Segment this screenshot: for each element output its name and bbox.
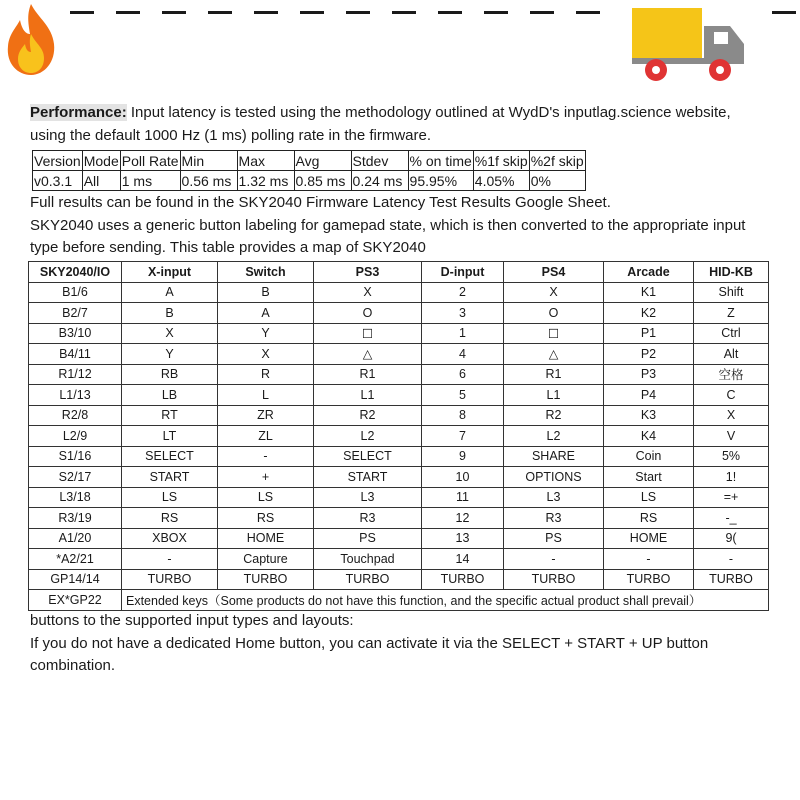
mapping-header-cell: D-input [422, 262, 504, 283]
latency-header-cell: Stdev [351, 151, 408, 171]
mapping-cell: *A2/21 [29, 549, 122, 570]
mapping-cell: RT [122, 405, 218, 426]
dashed-divider [70, 11, 94, 14]
mapping-cell: Coin [604, 446, 694, 467]
mapping-cell: =+ [694, 487, 769, 508]
mapping-row [29, 405, 769, 426]
mapping-cell: RS [604, 508, 694, 529]
mapping-cell: ☐ [504, 323, 604, 344]
dashed-divider [116, 11, 140, 14]
mapping-header-cell: SKY2040/IO [29, 262, 122, 283]
mapping-cell: RS [218, 508, 314, 529]
mapping-cell: RB [122, 364, 218, 385]
mapping-cell: L [218, 385, 314, 406]
mapping-cell: - [122, 549, 218, 570]
latency-cell: 0.85 ms [294, 171, 351, 191]
mapping-cell: B1/6 [29, 282, 122, 303]
mapping-cell: - [218, 446, 314, 467]
mapping-cell: 8 [422, 405, 504, 426]
latency-cell: 0.24 ms [351, 171, 408, 191]
flame-icon [0, 0, 62, 78]
mapping-cell: R3 [504, 508, 604, 529]
mapping-cell: ZR [218, 405, 314, 426]
dashed-divider [484, 11, 508, 14]
dashed-divider [438, 11, 462, 14]
dashed-divider [346, 11, 370, 14]
mapping-cell: 14 [422, 549, 504, 570]
mapping-cell: 1! [694, 467, 769, 488]
mapping-cell: K2 [604, 303, 694, 324]
mapping-cell: 12 [422, 508, 504, 529]
performance-line-1: Input latency is tested using the methodology outlined at WydD's inputlag.science website, [130, 104, 731, 121]
mapping-cell: RS [122, 508, 218, 529]
mapping-cell: △ [314, 344, 422, 365]
mapping-cell: X [122, 323, 218, 344]
mapping-cell: 9 [422, 446, 504, 467]
mapping-cell: Start [604, 467, 694, 488]
mapping-row [29, 549, 769, 570]
mapping-cell: HOME [218, 528, 314, 549]
mapping-cell: K3 [604, 405, 694, 426]
mapping-cell: X [314, 282, 422, 303]
mapping-cell: TURBO [504, 569, 604, 590]
mapping-cell: R2/8 [29, 405, 122, 426]
mapping-cell: L3 [504, 487, 604, 508]
dashed-divider [162, 11, 186, 14]
mapping-cell: ZL [218, 426, 314, 447]
mapping-cell: A [122, 282, 218, 303]
results-note: Full results can be found in the SKY2040 Firmware Latency Test Results Google Sheet. [30, 194, 611, 211]
mapping-cell: L1 [504, 385, 604, 406]
mapping-cell: L2/9 [29, 426, 122, 447]
mapping-cell: Y [122, 344, 218, 365]
mapping-cell: A1/20 [29, 528, 122, 549]
mapping-cell: B4/11 [29, 344, 122, 365]
mapping-cell: R1 [504, 364, 604, 385]
mapping-cell: - [504, 549, 604, 570]
performance-paragraph [30, 103, 731, 123]
mapping-cell: LS [122, 487, 218, 508]
mapping-cell: TURBO [218, 569, 314, 590]
latency-header-cell: %1f skip [474, 152, 528, 169]
mapping-table-body [29, 282, 769, 590]
mapping-cell: R3/19 [29, 508, 122, 529]
mapping-cell: START [314, 467, 422, 488]
latency-cell: All [82, 171, 120, 191]
mapping-cell: 6 [422, 364, 504, 385]
dashed-divider [772, 11, 796, 14]
mapping-cell: SHARE [504, 446, 604, 467]
extended-io-cell: EX*GP22 [29, 590, 122, 611]
latency-header-cell: % on time [409, 152, 472, 169]
latency-table-row [33, 171, 586, 191]
latency-cell: v0.3.1 [33, 171, 83, 191]
mapping-cell: SELECT [314, 446, 422, 467]
mapping-cell: GP14/14 [29, 569, 122, 590]
mapping-cell: X [218, 344, 314, 365]
mapping-cell: TURBO [314, 569, 422, 590]
dashed-divider [576, 11, 600, 14]
mapping-cell: S2/17 [29, 467, 122, 488]
mapping-cell: 2 [422, 282, 504, 303]
latency-cell: 95.95% [408, 171, 473, 191]
mapping-cell: TURBO [122, 569, 218, 590]
mapping-cell: 空格 [694, 364, 769, 385]
mapping-cell: 4 [422, 344, 504, 365]
mapping-cell: △ [504, 344, 604, 365]
mapping-cell: V [694, 426, 769, 447]
mapping-cell: LT [122, 426, 218, 447]
mapping-row [29, 446, 769, 467]
mapping-cell: XBOX [122, 528, 218, 549]
latency-cell: 0% [529, 171, 585, 191]
mapping-cell: P2 [604, 344, 694, 365]
mapping-cell: R2 [504, 405, 604, 426]
mapping-cell: 13 [422, 528, 504, 549]
footer-line-2: If you do not have a dedicated Home button, you can activate it via the SELECT + START + UP button [30, 635, 709, 652]
mapping-cell: Z [694, 303, 769, 324]
mapping-cell: L1 [314, 385, 422, 406]
mapping-cell: - [694, 549, 769, 570]
dashed-divider [392, 11, 416, 14]
mapping-cell: R3 [314, 508, 422, 529]
mapping-cell: B2/7 [29, 303, 122, 324]
mapping-cell: START [122, 467, 218, 488]
mapping-row [29, 467, 769, 488]
mapping-row [29, 487, 769, 508]
mapping-header-cell: HID-KB [694, 262, 769, 283]
mapping-header-cell: Arcade [604, 262, 694, 283]
mapping-cell: TURBO [422, 569, 504, 590]
latency-cell: 1 ms [120, 171, 180, 191]
mapping-cell: X [694, 405, 769, 426]
mapping-cell: Alt [694, 344, 769, 365]
mapping-cell: 5% [694, 446, 769, 467]
mapping-cell: OPTIONS [504, 467, 604, 488]
mapping-header-cell: PS3 [314, 262, 422, 283]
latency-header-cell: Poll Rate [121, 152, 179, 169]
labeling-paragraph-1: SKY2040 uses a generic button labeling for gamepad state, which is then converted to the appropriate input [30, 217, 746, 234]
mapping-cell: -_ [694, 508, 769, 529]
extended-keys-note: Extended keys（Some products do not have this function, and the specific actual product shall prevail） [122, 590, 769, 611]
mapping-cell: + [218, 467, 314, 488]
mapping-cell: R1 [314, 364, 422, 385]
mapping-cell: K1 [604, 282, 694, 303]
mapping-cell: 1 [422, 323, 504, 344]
mapping-cell: 9( [694, 528, 769, 549]
mapping-cell: SELECT [122, 446, 218, 467]
mapping-cell: L3/18 [29, 487, 122, 508]
mapping-cell: PS [314, 528, 422, 549]
mapping-cell: - [604, 549, 694, 570]
mapping-cell: TURBO [604, 569, 694, 590]
latency-header-cell: Avg [294, 151, 351, 171]
mapping-row [29, 508, 769, 529]
mapping-cell: 11 [422, 487, 504, 508]
mapping-cell: R2 [314, 405, 422, 426]
mapping-cell: 3 [422, 303, 504, 324]
mapping-cell: B [218, 282, 314, 303]
mapping-cell: A [218, 303, 314, 324]
mapping-cell: ☐ [314, 323, 422, 344]
mapping-cell: LS [604, 487, 694, 508]
mapping-cell: Touchpad [314, 549, 422, 570]
dashed-divider [254, 11, 278, 14]
latency-cell: 1.32 ms [237, 171, 294, 191]
mapping-header-row [29, 262, 769, 283]
footer-line-3: combination. [30, 657, 116, 674]
mapping-cell: L2 [314, 426, 422, 447]
mapping-cell: 7 [422, 426, 504, 447]
latency-header-cell: Min [180, 151, 237, 171]
latency-header-cell: Max [237, 151, 294, 171]
mapping-cell: P3 [604, 364, 694, 385]
delivery-truck-icon [630, 6, 754, 88]
footer-line-1: buttons to the supported input types and layouts: [30, 612, 354, 629]
mapping-cell: O [504, 303, 604, 324]
mapping-row [29, 364, 769, 385]
extended-keys-row [29, 590, 769, 611]
latency-cell: 0.56 ms [180, 171, 237, 191]
mapping-header-cell: X-input [122, 262, 218, 283]
mapping-cell: LS [218, 487, 314, 508]
mapping-header-cell: Switch [218, 262, 314, 283]
mapping-row [29, 282, 769, 303]
mapping-row [29, 569, 769, 590]
latency-cell: 4.05% [473, 171, 529, 191]
button-mapping-table [28, 261, 769, 611]
mapping-row [29, 385, 769, 406]
dashed-divider [530, 11, 554, 14]
mapping-cell: Y [218, 323, 314, 344]
dashed-divider [300, 11, 324, 14]
latency-table [32, 150, 586, 191]
mapping-cell: P1 [604, 323, 694, 344]
mapping-cell: S1/16 [29, 446, 122, 467]
mapping-cell: Shift [694, 282, 769, 303]
mapping-cell: Capture [218, 549, 314, 570]
latency-table-header-row [33, 151, 586, 171]
latency-header-cell: %2f skip [530, 152, 584, 169]
mapping-cell: O [314, 303, 422, 324]
latency-header-cell: Version [34, 152, 81, 169]
mapping-cell: HOME [604, 528, 694, 549]
mapping-cell: K4 [604, 426, 694, 447]
mapping-header-cell: PS4 [504, 262, 604, 283]
mapping-cell: B3/10 [29, 323, 122, 344]
performance-label: Performance: [30, 104, 127, 121]
mapping-cell: LB [122, 385, 218, 406]
mapping-row [29, 303, 769, 324]
mapping-cell: L2 [504, 426, 604, 447]
latency-header-cell: Mode [83, 152, 119, 169]
mapping-cell: 5 [422, 385, 504, 406]
mapping-cell: TURBO [694, 569, 769, 590]
mapping-cell: L3 [314, 487, 422, 508]
mapping-row [29, 344, 769, 365]
mapping-cell: P4 [604, 385, 694, 406]
performance-line-2: using the default 1000 Hz (1 ms) polling rate in the firmware. [30, 127, 432, 144]
mapping-cell: Ctrl [694, 323, 769, 344]
mapping-cell: R1/12 [29, 364, 122, 385]
mapping-cell: L1/13 [29, 385, 122, 406]
mapping-cell: 10 [422, 467, 504, 488]
mapping-row [29, 426, 769, 447]
mapping-cell: C [694, 385, 769, 406]
mapping-cell: X [504, 282, 604, 303]
mapping-cell: R [218, 364, 314, 385]
mapping-cell: B [122, 303, 218, 324]
mapping-row [29, 528, 769, 549]
mapping-row [29, 323, 769, 344]
mapping-cell: PS [504, 528, 604, 549]
dashed-divider [208, 11, 232, 14]
labeling-paragraph-2: type before sending. This table provides a map of SKY2040 [30, 239, 426, 256]
